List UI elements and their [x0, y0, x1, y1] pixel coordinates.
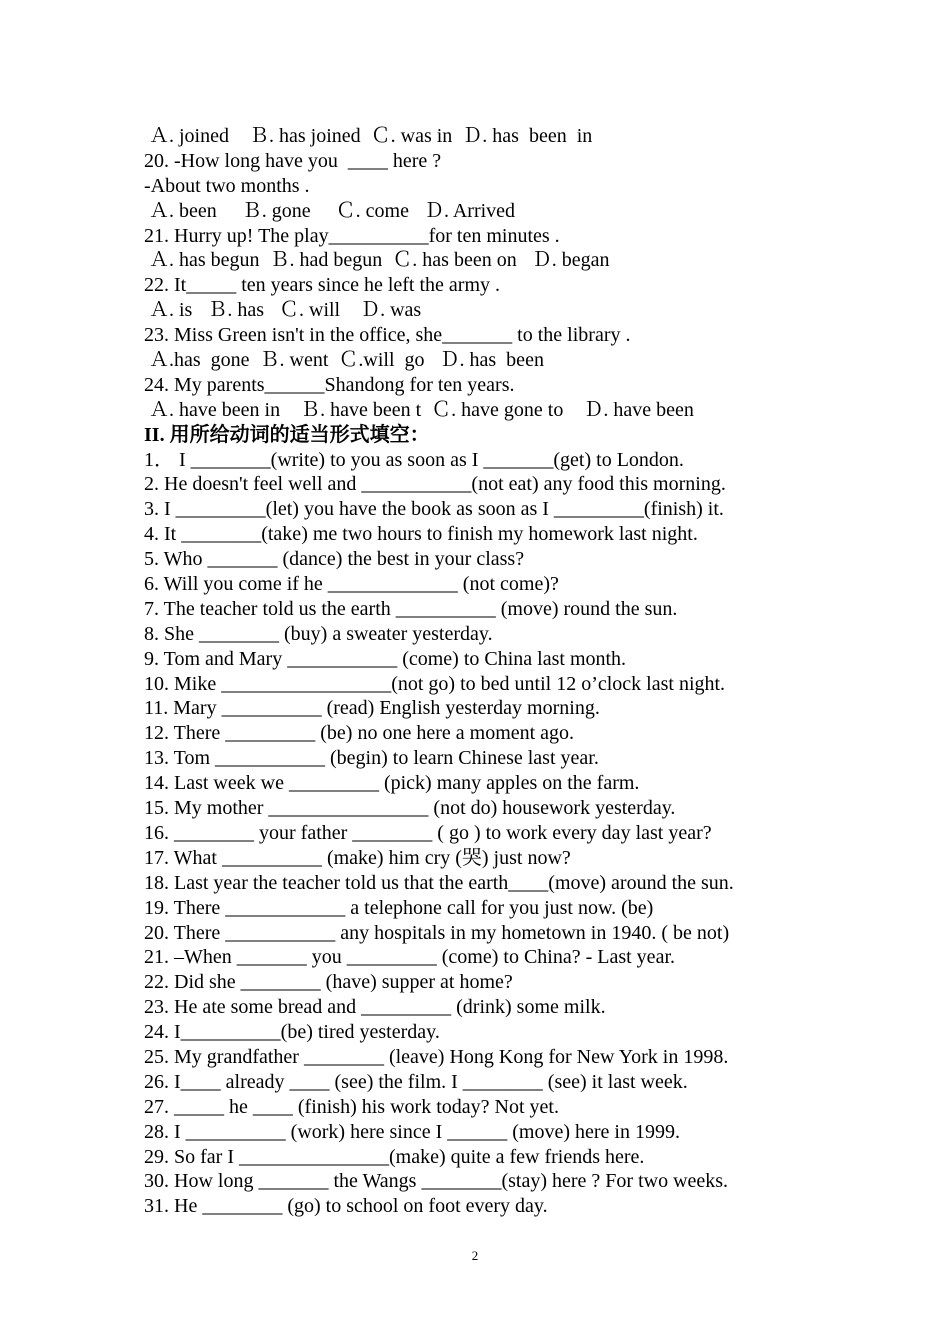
exercise-line: 10. Mike _________________(not go) to bed until 12 o’clock last night.	[144, 672, 726, 695]
exercise-line: 13. Tom ___________ (begin) to learn Chinese last year.	[144, 747, 599, 770]
exercise-line: 27. _____ he ____ (finish) his work today? Not yet.	[144, 1095, 559, 1118]
exercise-line: 9. Tom and Mary ___________ (come) to China last month.	[144, 647, 627, 670]
question-line: 24. My parents______Shandong for ten years.	[144, 373, 515, 396]
exercise-line: 7. The teacher told us the earth __________ (move) round the sun.	[144, 597, 678, 620]
exercise-line: 11. Mary __________ (read) English yesterday morning.	[144, 697, 600, 720]
question-line: 22. It_____ ten years since he left the army .	[144, 274, 500, 297]
exercise-line: 3. I _________(let) you have the book as soon as I _________(finish) it.	[144, 498, 724, 521]
exercise-line: 18. Last year the teacher told us that the earth____(move) around the sun.	[144, 871, 734, 894]
exercise-line: 21. –When _______ you _________ (come) to China? - Last year.	[144, 946, 675, 969]
exercise-line: 1． I ________(write) to you as soon as I _______(get) to London.	[144, 448, 684, 471]
exercise-line: 22. Did she ________ (have) supper at home?	[144, 971, 513, 994]
choice-line: Ａ. have been in Ｂ. have been t Ｃ. have gone to Ｄ. have been	[144, 398, 694, 421]
exercise-line: 17. What __________ (make) him cry (哭) just now?	[144, 846, 571, 869]
exercise-line: 2. He doesn't feel well and ___________(not eat) any food this morning.	[144, 473, 726, 496]
choice-line: Ａ. joined Ｂ. has joined Ｃ. was in Ｄ. has been in	[144, 125, 593, 147]
exercise-line: 12. There _________ (be) no one here a moment ago.	[144, 722, 575, 745]
exercise-line: 26. I____ already ____ (see) the film. I ________ (see) it last week.	[144, 1070, 688, 1093]
exercise-line: 28. I __________ (work) here since I ______ (move) here in 1999.	[144, 1120, 680, 1143]
exercise-line: 31. He ________ (go) to school on foot every day.	[144, 1195, 548, 1218]
question-line: 23. Miss Green isn't in the office, she_______ to the library .	[144, 324, 631, 347]
choice-line: Ａ. been Ｂ. gone Ｃ. come Ｄ. Arrived	[144, 199, 516, 222]
exercise-line: 5. Who _______ (dance) the best in your class?	[144, 548, 525, 571]
exercise-line: 25. My grandfather ________ (leave) Hong Kong for New York in 1998.	[144, 1045, 729, 1068]
exercise-line: 8. She ________ (buy) a sweater yesterday.	[144, 622, 493, 645]
exercise-line: 19. There ____________ a telephone call for you just now. (be)	[144, 896, 654, 919]
question-line: 20. -How long have you ____ here ?	[144, 149, 442, 172]
page-content	[144, 124, 844, 1219]
choice-line: Ａ. has begun Ｂ. had begun Ｃ. has been on Ｄ. began	[144, 249, 610, 272]
exercise-line: 24. I__________(be) tired yesterday.	[144, 1021, 440, 1044]
exercise-line: 15. My mother ________________ (not do) housework yesterday.	[144, 797, 676, 820]
exercise-line: 16. ________ your father ________ ( go ) to work every day last year?	[144, 821, 712, 844]
page-number: 2	[471, 1248, 479, 1263]
section-heading: II. 用所给动词的适当形式填空：	[144, 423, 430, 446]
question-line: 21. Hurry up! The play__________for ten minutes .	[144, 224, 560, 247]
question-line: -About two months .	[144, 174, 310, 197]
exercise-line: 20. There ___________ any hospitals in my hometown in 1940. ( be not)	[144, 921, 730, 944]
exercise-line: 6. Will you come if he _____________ (not come)?	[144, 573, 559, 596]
exercise-line: 23. He ate some bread and _________ (drink) some milk.	[144, 996, 606, 1019]
exercise-line: 29. So far I _______________(make) quite a few friends here.	[144, 1145, 645, 1168]
exercise-line: 30. How long _______ the Wangs ________(stay) here ? For two weeks.	[144, 1170, 729, 1193]
exercise-line: 14. Last week we _________ (pick) many apples on the farm.	[144, 772, 640, 795]
choice-line: Ａ. is Ｂ. has Ｃ. will Ｄ. was	[144, 299, 422, 322]
choice-line: Ａ.has gone Ｂ. went Ｃ.will go Ｄ. has been	[144, 349, 544, 372]
exercise-line: 4. It ________(take) me two hours to finish my homework last night.	[144, 523, 698, 546]
